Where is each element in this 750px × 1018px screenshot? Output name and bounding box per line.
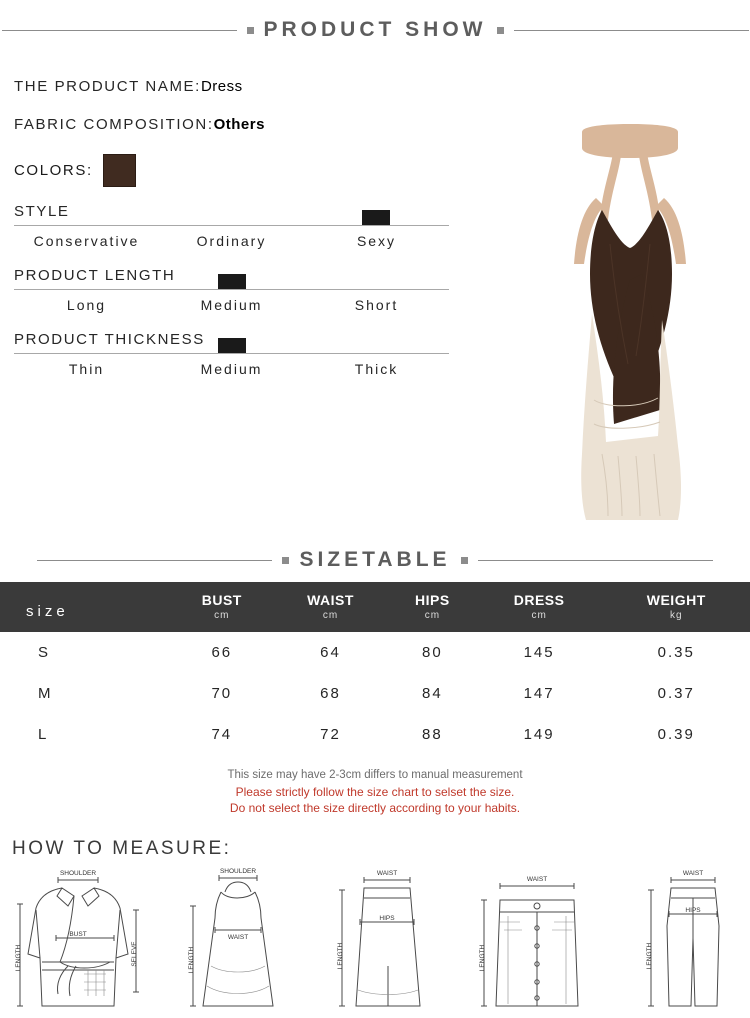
label-waist: WAIST <box>526 876 547 884</box>
dress-illustration <box>510 124 750 524</box>
unit-hips: cm <box>389 610 476 632</box>
measure-figure-shirt <box>10 866 145 1016</box>
option-style-conservative[interactable]: Conservative <box>33 233 140 249</box>
size-chart-table <box>0 582 750 755</box>
label-length: LENGTH <box>646 943 653 970</box>
product-show-section <box>0 18 750 530</box>
option-bar-style <box>14 225 449 226</box>
table-row <box>0 632 750 673</box>
size-heading-rule-left <box>37 560 272 561</box>
heading-rule-right <box>514 30 749 31</box>
label-sleeve: SELEVE <box>131 941 138 968</box>
option-thickness-thin[interactable]: Thin <box>68 361 105 377</box>
table-row <box>0 673 750 714</box>
heading-rule-left <box>2 30 237 31</box>
colors-label: COLORS: <box>14 162 93 179</box>
option-labels-style <box>14 233 449 249</box>
column-header-waist: WAIST <box>272 582 389 610</box>
colors-row <box>14 154 510 187</box>
how-to-measure-section <box>0 816 750 1016</box>
option-group-style <box>14 203 510 249</box>
fabric-composition-row <box>14 116 510 133</box>
unit-weight: kg <box>603 610 750 632</box>
table-row <box>0 714 750 755</box>
size-column-header: size <box>0 582 172 632</box>
label-waist: WAIST <box>376 870 397 878</box>
heading-square-left <box>247 27 254 34</box>
measure-figure-pants <box>635 866 740 1016</box>
product-photo <box>510 52 750 524</box>
product-name-label: THE PRODUCT NAME: <box>14 78 201 95</box>
product-show-title: PRODUCT SHOW <box>263 18 487 41</box>
note-manual-measurement: This size may have 2-3cm differs to manual measurement <box>227 769 523 781</box>
product-name-row <box>14 78 510 95</box>
measure-figure-shorts <box>474 866 599 1016</box>
option-labels-thickness <box>14 361 449 377</box>
product-name-value: Dress <box>200 78 243 95</box>
size-heading-rule-right <box>478 560 713 561</box>
note-follow-chart: Please strictly follow the size chart to selset the size. <box>235 785 515 799</box>
label-length: LENGTH <box>15 945 22 972</box>
product-show-heading <box>0 18 750 42</box>
cell-m-weight: 0.37 <box>657 685 695 702</box>
size-table-section <box>0 548 750 816</box>
size-table-heading <box>0 548 750 572</box>
option-bar-length <box>14 289 449 290</box>
row-size-s: S <box>38 644 50 661</box>
option-title-style: STYLE <box>14 203 70 220</box>
cell-s-weight: 0.35 <box>657 644 695 661</box>
row-size-m: M <box>38 685 52 702</box>
column-header-dress: DRESS <box>476 582 603 610</box>
measure-figure-row <box>0 866 750 1016</box>
unit-bust: cm <box>172 610 272 632</box>
cell-l-bust: 74 <box>211 726 233 743</box>
option-length-long[interactable]: Long <box>66 297 107 313</box>
label-bust: BUST <box>69 931 87 939</box>
fabric-composition-label: FABRIC COMPOSITION: <box>14 116 214 133</box>
option-group-length <box>14 267 510 313</box>
row-size-l: L <box>38 726 48 743</box>
cell-m-waist: 68 <box>320 685 341 702</box>
fabric-composition-value: Others <box>213 116 265 133</box>
how-to-measure-title: HOW TO MEASURE: <box>12 838 232 860</box>
label-hips: HIPS <box>685 907 701 915</box>
size-table-title: SIZETABLE <box>299 548 451 571</box>
unit-waist: cm <box>272 610 389 632</box>
size-table-header-row <box>0 582 750 610</box>
cell-s-hips: 80 <box>422 644 443 661</box>
dress-figure-icon <box>510 124 750 524</box>
option-title-length: PRODUCT LENGTH <box>14 267 176 284</box>
column-header-weight: WEIGHT <box>603 582 750 610</box>
option-title-thickness: PRODUCT THICKNESS <box>14 331 205 348</box>
color-swatch[interactable] <box>103 154 136 187</box>
cell-l-waist: 72 <box>320 726 341 743</box>
heading-square-right <box>497 27 504 34</box>
option-length-medium[interactable]: Medium <box>200 297 263 313</box>
cell-l-dress: 149 <box>523 726 555 743</box>
column-header-hips: HIPS <box>389 582 476 610</box>
measure-figure-skirt <box>328 866 438 1016</box>
product-spec-list <box>0 52 510 524</box>
cell-m-dress: 147 <box>523 685 555 702</box>
option-marker-style <box>362 210 390 225</box>
option-bar-thickness <box>14 353 449 354</box>
size-heading-square-right <box>461 557 468 564</box>
cell-l-hips: 88 <box>422 726 443 743</box>
option-thickness-thick[interactable]: Thick <box>354 361 399 377</box>
option-style-ordinary[interactable]: Ordinary <box>196 233 267 249</box>
label-shoulder: SHOULDER <box>220 868 257 876</box>
note-not-habits: Do not select the size directly according to your habits. <box>229 801 521 816</box>
option-marker-thickness <box>218 338 246 353</box>
label-waist: WAIST <box>682 870 704 878</box>
option-style-sexy[interactable]: Sexy <box>356 233 397 249</box>
label-shoulder: SHOULDER <box>59 870 97 878</box>
size-heading-square-left <box>282 557 289 564</box>
label-length: LENGTH <box>188 947 196 974</box>
label-hips: HIPS <box>378 915 395 923</box>
option-thickness-medium[interactable]: Medium <box>200 361 263 377</box>
measure-figure-dress <box>181 866 291 1016</box>
cell-m-bust: 70 <box>211 685 233 702</box>
label-length: LENGTH <box>336 943 344 970</box>
label-length: LENGTH <box>478 945 486 972</box>
cell-s-waist: 64 <box>320 644 341 661</box>
cell-l-weight: 0.39 <box>657 726 695 743</box>
cell-s-dress: 145 <box>523 644 555 661</box>
column-header-bust: BUST <box>172 582 272 610</box>
option-group-thickness <box>14 331 510 377</box>
option-labels-length <box>14 297 449 313</box>
size-notes <box>0 769 750 816</box>
label-waist: WAIST <box>228 934 249 942</box>
cell-m-hips: 84 <box>422 685 443 702</box>
unit-dress: cm <box>476 610 603 632</box>
option-length-short[interactable]: Short <box>354 297 399 313</box>
cell-s-bust: 66 <box>211 644 233 661</box>
option-marker-length <box>218 274 246 289</box>
